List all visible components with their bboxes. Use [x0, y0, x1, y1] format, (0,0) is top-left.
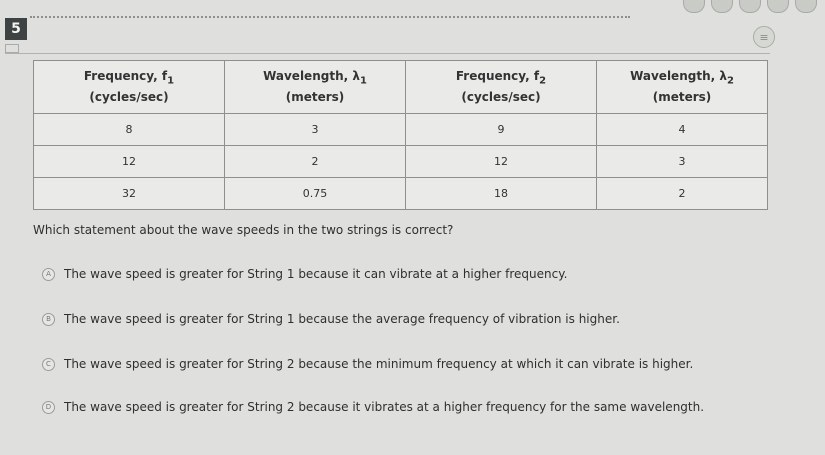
table-cell: 12 — [406, 146, 597, 178]
radio-d[interactable]: D — [42, 401, 55, 414]
table-cell: 2 — [225, 146, 406, 178]
dotted-divider — [30, 16, 630, 18]
item-tag-icon — [5, 44, 19, 53]
table-cell: 12 — [34, 146, 225, 178]
table-row — [34, 178, 768, 210]
table-cell: 3 — [597, 146, 768, 178]
tool-icon-4[interactable] — [767, 0, 789, 13]
table-cell: 2 — [597, 178, 768, 210]
option-text: The wave speed is greater for String 2 because the minimum frequency at which it can vibrate is higher. — [64, 357, 694, 371]
answer-option-c[interactable] — [42, 357, 693, 371]
header-frequency-1: Frequency, $f_1$ (cycles/sec) — [34, 61, 225, 114]
tool-icon-5[interactable] — [795, 0, 817, 13]
table-cell: 9 — [406, 114, 597, 146]
header-wavelength-2: Wavelength, $\lambda_2$ (meters) — [597, 61, 768, 114]
table-cell: 8 — [34, 114, 225, 146]
option-text: The wave speed is greater for String 2 because it vibrates at a higher frequency for the same wavelength. — [64, 400, 705, 414]
toolbar — [683, 0, 817, 13]
radio-b[interactable]: B — [42, 313, 55, 326]
header-rule — [5, 53, 770, 54]
radio-a[interactable]: A — [42, 268, 55, 281]
answer-option-a[interactable] — [42, 267, 567, 281]
table-cell: 32 — [34, 178, 225, 210]
option-text: The wave speed is greater for String 1 because it can vibrate at a higher frequency. — [64, 267, 568, 281]
answer-option-b[interactable] — [42, 312, 620, 326]
table-row — [34, 146, 768, 178]
question-number: 5 — [5, 18, 27, 40]
answer-option-d[interactable] — [42, 400, 704, 414]
header-frequency-2: Frequency, $f_2$ (cycles/sec) — [406, 61, 597, 114]
table-header-row — [34, 61, 768, 114]
header-wavelength-1: Wavelength, $\lambda_1$ (meters) — [225, 61, 406, 114]
tool-icon-1[interactable] — [683, 0, 705, 13]
table-cell: 4 — [597, 114, 768, 146]
table-row — [34, 114, 768, 146]
data-table — [33, 60, 768, 210]
radio-c[interactable]: C — [42, 358, 55, 371]
question-prompt: Which statement about the wave speeds in the two strings is correct? — [33, 223, 454, 237]
tool-icon-2[interactable] — [711, 0, 733, 13]
table-cell: 3 — [225, 114, 406, 146]
option-text: The wave speed is greater for String 1 because the average frequency of vibration is higher. — [64, 312, 620, 326]
table-cell: 18 — [406, 178, 597, 210]
table-cell: 0.75 — [225, 178, 406, 210]
tool-icon-3[interactable] — [739, 0, 761, 13]
menu-icon[interactable]: ≡ — [753, 26, 775, 48]
top-bar — [0, 0, 825, 22]
